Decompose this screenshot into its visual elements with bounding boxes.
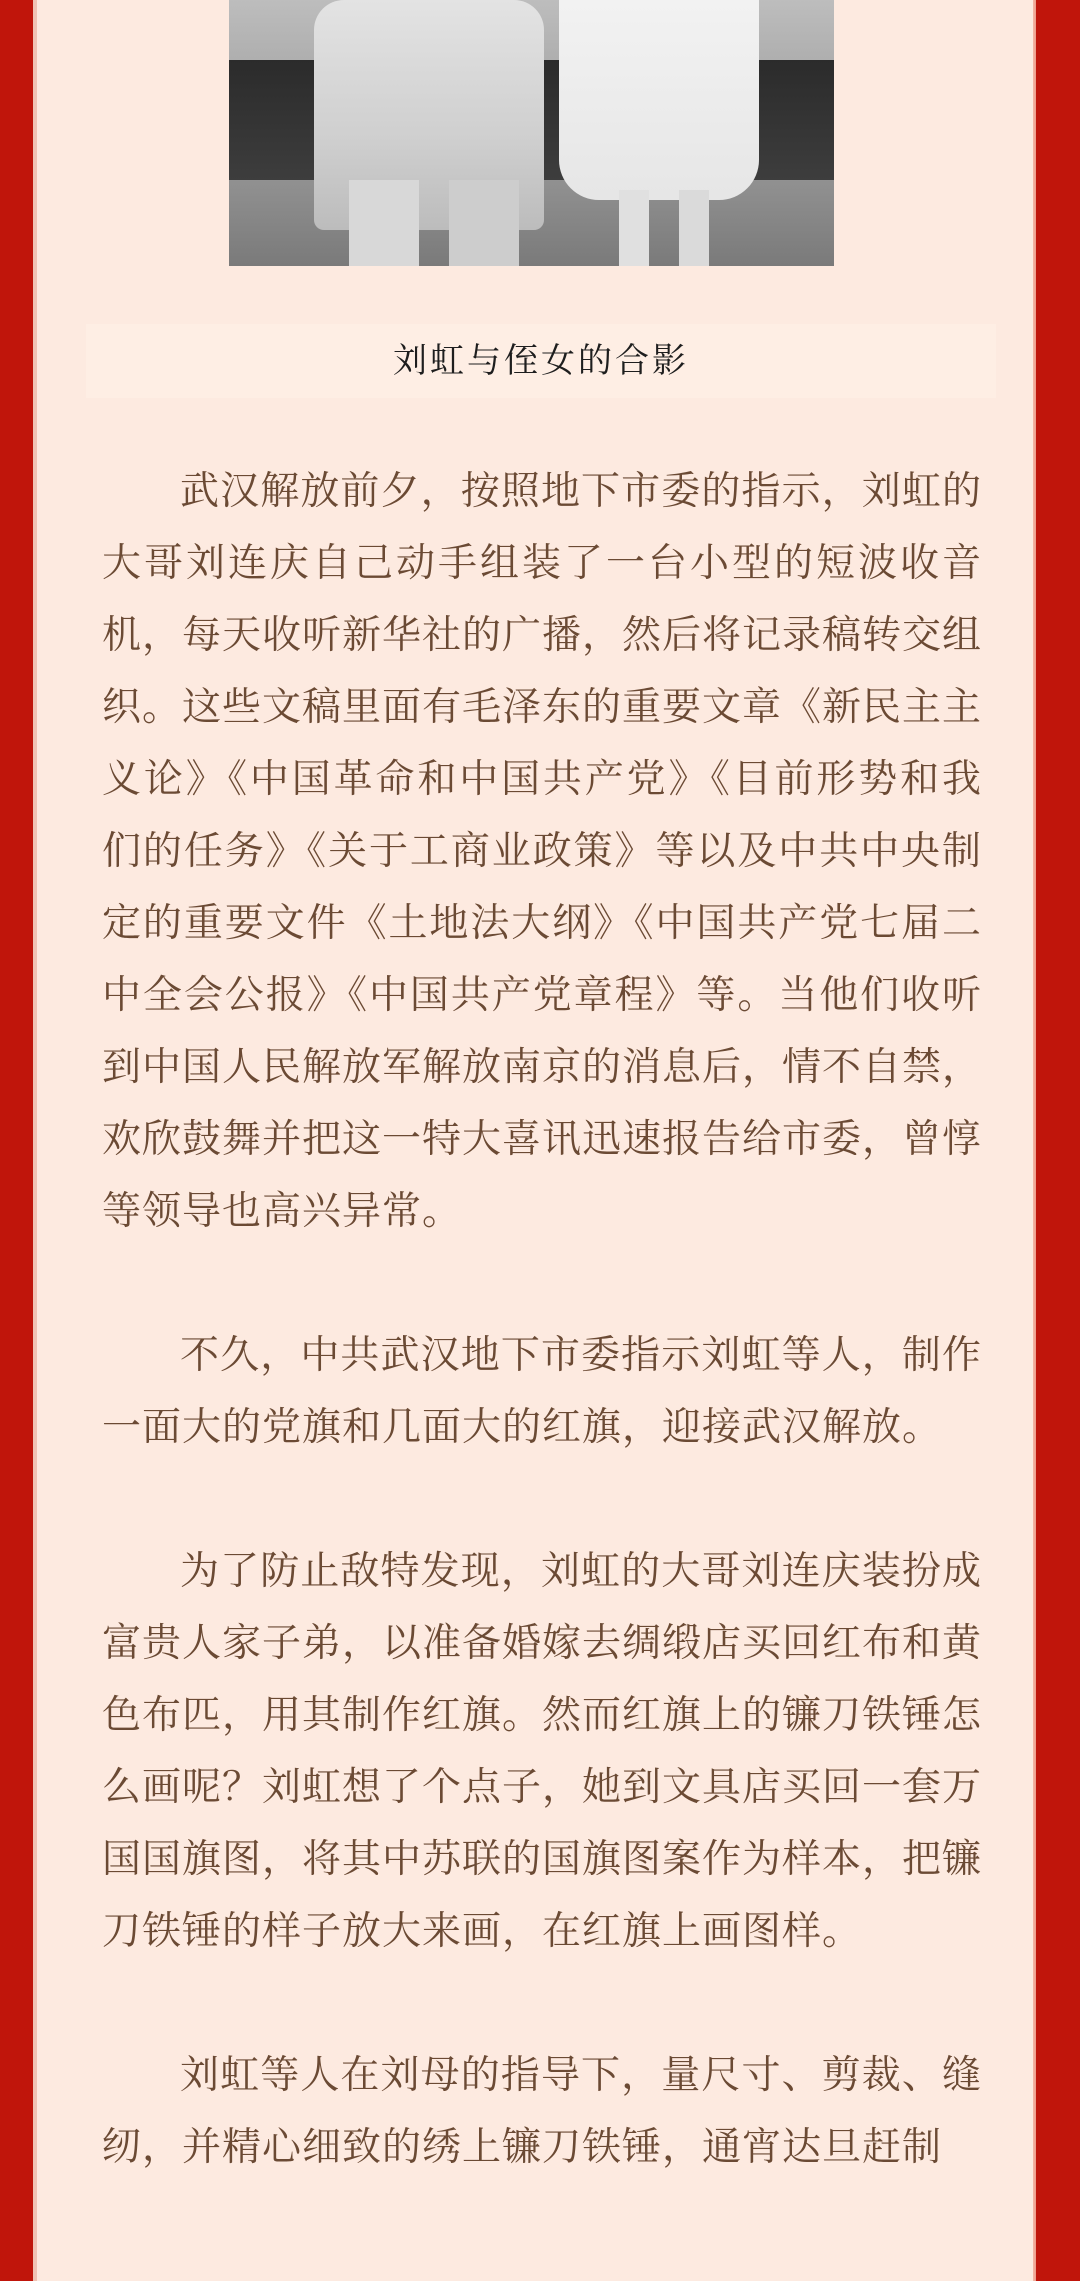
article-paragraph: 刘虹等人在刘母的指导下，量尺寸、剪裁、缝纫，并精心细致的绣上镰刀铁锤，通宵达旦赶制 bbox=[102, 2053, 982, 2170]
photo-figure-adult-leg bbox=[449, 180, 519, 266]
photo-figure-child-leg bbox=[619, 190, 649, 266]
article-body bbox=[102, 456, 982, 2256]
photo-caption: 刘虹与侄女的合影 bbox=[86, 324, 996, 398]
historical-photo bbox=[229, 0, 834, 266]
left-red-border bbox=[0, 0, 33, 2281]
left-border-highlight bbox=[33, 0, 37, 2281]
right-red-border bbox=[1036, 0, 1080, 2281]
article-paragraph: 为了防止敌特发现，刘虹的大哥刘连庆装扮成富贵人家子弟，以准备婚嫁去绸缎店买回红布和黄色布匹，用其制作红旗。然而红旗上的镰刀铁锤怎么画呢？刘虹想了个点子，她到文具店买回一套万国国旗图，将其中苏联的国旗图案作为样本，把镰刀铁锤的样子放大来画，在红旗上画图样。 bbox=[102, 1549, 983, 1954]
article-paragraph: 武汉解放前夕，按照地下市委的指示，刘虹的大哥刘连庆自己动手组装了一台小型的短波收音机，每天收听新华社的广播，然后将记录稿转交组织。这些文稿里面有毛泽东的重要文章《新民主主义论》《中国革命和中国共产党》《目前形势和我们的任务》《关于工商业政策》等以及中共中央制定的重要文件《土地法大纲》《中国共产党七届二中全会公报》《中国共产党章程》等。当他们收听到中国人民解放军解放南京的消息后，情不自禁，欢欣鼓舞并把这一特大喜讯迅速报告给市委，曾惇等领导也高兴异常。 bbox=[102, 469, 983, 1234]
article-paragraph: 不久，中共武汉地下市委指示刘虹等人，制作一面大的党旗和几面大的红旗，迎接武汉解放。 bbox=[102, 1333, 982, 1450]
photo-figure-child-leg bbox=[679, 190, 709, 266]
photo-figure-child bbox=[559, 0, 759, 200]
photo-figure-adult-leg bbox=[349, 180, 419, 266]
